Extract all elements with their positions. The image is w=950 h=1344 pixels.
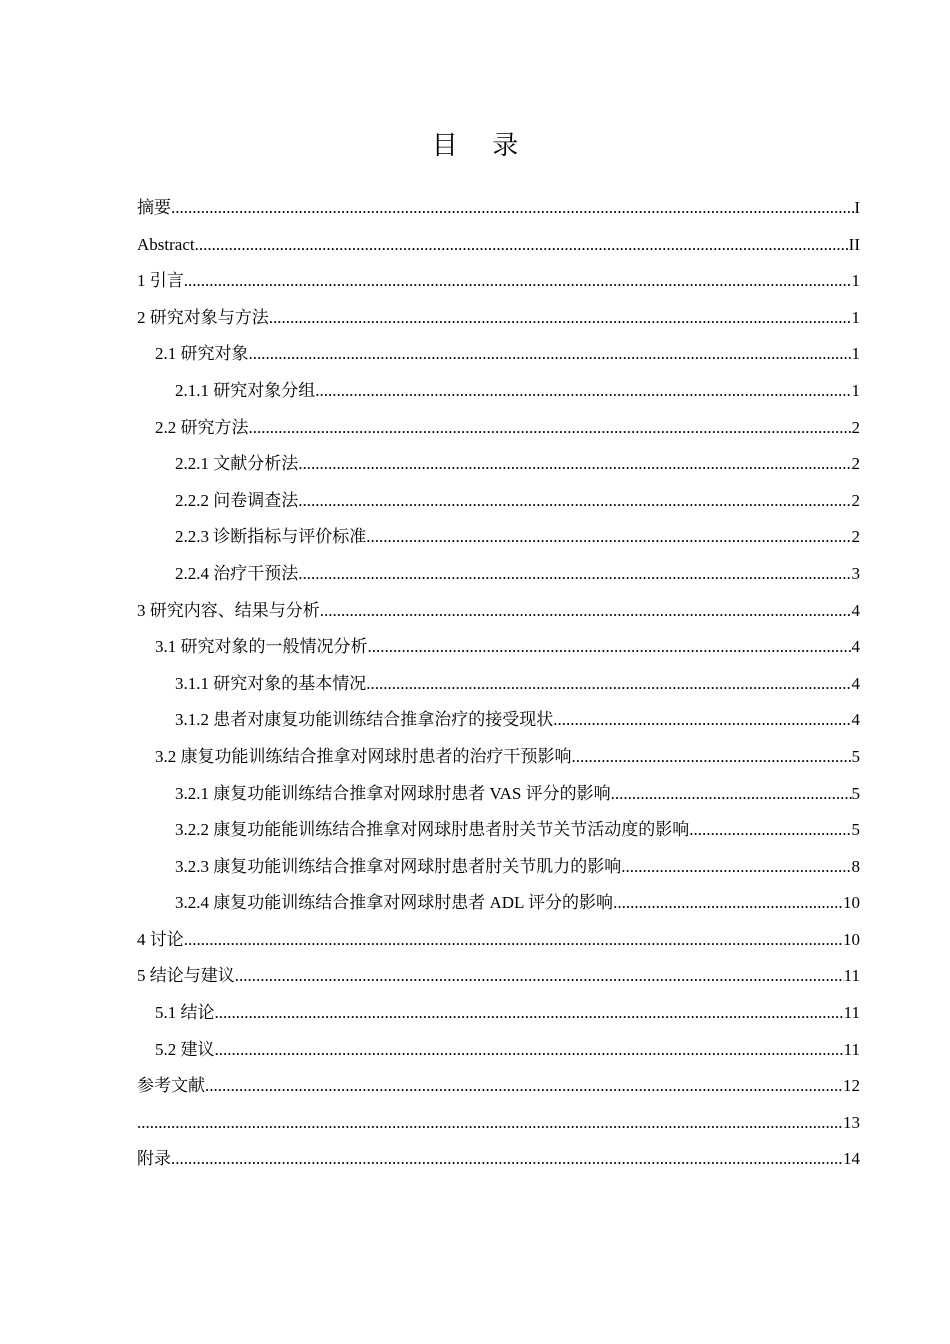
toc-entry-page: 5 <box>851 820 860 840</box>
toc-entry-title: 2.2.2 问卷调查法 <box>175 490 299 510</box>
toc-entry-page: 10 <box>843 929 860 949</box>
toc-entry[interactable] <box>137 666 860 703</box>
toc-entry-page: I <box>854 198 860 217</box>
toc-entry[interactable] <box>137 1105 860 1142</box>
toc-entry[interactable] <box>137 336 860 373</box>
toc-leader-dots <box>315 373 851 410</box>
toc-leader-dots <box>215 995 844 1032</box>
toc-leader-dots <box>184 263 852 300</box>
toc-leader-dots <box>613 885 843 922</box>
toc-entry-title: 1 引言 <box>137 271 184 291</box>
toc-entry[interactable] <box>137 1141 860 1178</box>
toc-entry-title: 附录 <box>137 1149 171 1169</box>
toc-leader-dots <box>689 812 851 849</box>
toc-leader-dots <box>611 776 852 813</box>
toc-entry[interactable] <box>137 593 860 630</box>
toc-entry-page: 1 <box>851 344 860 364</box>
toc-entry-page: 1 <box>851 271 860 291</box>
toc-entry-page: 1 <box>851 380 860 400</box>
toc-leader-dots <box>195 227 849 264</box>
toc-entry-page: 2 <box>851 454 860 474</box>
toc-entry-page: 11 <box>843 966 860 986</box>
toc-entry-title: 5 结论与建议 <box>137 966 235 986</box>
toc-entry-page: 4 <box>851 673 860 693</box>
toc-entry-title: 3.1 研究对象的一般情况分析 <box>155 637 368 657</box>
toc-entry[interactable] <box>137 776 860 813</box>
toc-leader-dots <box>366 666 851 703</box>
toc-leader-dots <box>249 336 852 373</box>
toc-entry[interactable] <box>137 812 860 849</box>
toc-leader-dots <box>215 1032 844 1069</box>
toc-entry-page: II <box>848 234 860 254</box>
toc-leader-dots <box>553 702 851 739</box>
toc-entry[interactable] <box>137 446 860 483</box>
toc-entry-title: 3.1.2 患者对康复功能训练结合推拿治疗的接受现状 <box>175 710 554 730</box>
toc-entry-page: 4 <box>851 710 860 730</box>
toc-entry-title: 参考文献 <box>137 1076 205 1096</box>
toc-entry-page: 2 <box>851 527 860 547</box>
toc-entry-page: 11 <box>843 1003 860 1023</box>
toc-entry-page: 3 <box>851 563 860 583</box>
toc-leader-dots <box>249 410 852 447</box>
toc-entry[interactable] <box>137 263 860 300</box>
toc-leader-dots <box>368 629 852 666</box>
toc-entry[interactable] <box>137 885 860 922</box>
toc-leader-dots <box>235 958 844 995</box>
toc-entry-page: 12 <box>843 1076 860 1096</box>
toc-entry-title: Abstract <box>137 234 195 254</box>
toc-entry-page: 2 <box>851 417 860 437</box>
toc-entry-title: 3.2.4 康复功能训练结合推拿对网球肘患者 ADL 评分的影响 <box>175 893 614 913</box>
toc-entry-title: 2 研究对象与方法 <box>137 307 269 327</box>
toc-entry-title: 4 讨论 <box>137 929 184 949</box>
toc-entry-page: 2 <box>851 490 860 510</box>
toc-entry-page: 4 <box>851 600 860 620</box>
toc-entry-page: 5 <box>851 783 860 803</box>
toc-entry[interactable] <box>137 849 860 886</box>
toc-entry[interactable] <box>137 300 860 337</box>
toc-entry[interactable] <box>137 1032 860 1069</box>
toc-entry-title: 5.1 结论 <box>155 1003 215 1023</box>
toc-entry[interactable] <box>137 629 860 666</box>
toc-entry-page: 14 <box>843 1149 860 1169</box>
toc-leader-dots <box>171 190 854 227</box>
toc-entry[interactable] <box>137 483 860 520</box>
toc-entry-title: 5.2 建议 <box>155 1039 215 1059</box>
toc-leader-dots <box>621 849 851 886</box>
toc-entry[interactable] <box>137 995 860 1032</box>
toc-leader-dots <box>298 556 851 593</box>
toc-entry-title: 2.2.3 诊断指标与评价标准 <box>175 527 367 547</box>
toc-entry-title: 3.2.2 康复功能能训练结合推拿对网球肘患者肘关节关节活动度的影响 <box>175 820 690 840</box>
toc-entry-title: 2.1 研究对象 <box>155 344 249 364</box>
toc-leader-dots <box>366 519 851 556</box>
toc-entry-title: 2.1.1 研究对象分组 <box>175 380 316 400</box>
toc-entry-title: 3.2 康复功能训练结合推拿对网球肘患者的治疗干预影响 <box>155 746 572 766</box>
toc-entry[interactable] <box>137 519 860 556</box>
toc-leader-dots <box>171 1141 843 1178</box>
toc-entry-title: 3 研究内容、结果与分析 <box>137 600 320 620</box>
toc-entry[interactable] <box>137 227 860 264</box>
toc-entry-page: 5 <box>851 746 860 766</box>
toc-leader-dots <box>205 1068 843 1105</box>
toc-entry-page: 4 <box>851 637 860 657</box>
page-title: 目 录 <box>431 131 533 160</box>
toc-entry[interactable] <box>137 190 860 227</box>
toc-entry-title: 2.2.1 文献分析法 <box>175 454 299 474</box>
toc-entry-title: 2.2.4 治疗干预法 <box>175 563 299 583</box>
toc-leader-dots <box>298 446 851 483</box>
table-of-contents <box>137 190 860 1178</box>
toc-entry-page: 8 <box>851 856 860 876</box>
toc-entry[interactable] <box>137 702 860 739</box>
toc-entry[interactable] <box>137 373 860 410</box>
toc-entry-page: 10 <box>843 893 860 913</box>
toc-entry-page: 13 <box>843 1112 860 1132</box>
toc-leader-dots <box>269 300 852 337</box>
toc-leader-dots <box>320 593 852 630</box>
toc-entry-page: 1 <box>851 307 860 327</box>
toc-entry[interactable] <box>137 922 860 959</box>
toc-entry-title: 3.2.3 康复功能训练结合推拿对网球肘患者肘关节肌力的影响 <box>175 856 622 876</box>
toc-entry-title: 3.2.1 康复功能训练结合推拿对网球肘患者 VAS 评分的影响 <box>175 783 611 803</box>
toc-leader-dots <box>184 922 843 959</box>
toc-leader-dots <box>572 739 852 776</box>
toc-entry[interactable] <box>137 1068 860 1105</box>
toc-leader-dots <box>137 1105 843 1142</box>
toc-entry-title: 2.2 研究方法 <box>155 417 249 437</box>
toc-entry[interactable] <box>137 410 860 447</box>
toc-entry[interactable] <box>137 958 860 995</box>
toc-leader-dots <box>298 483 851 520</box>
toc-entry-page: 11 <box>843 1039 860 1059</box>
toc-entry[interactable] <box>137 556 860 593</box>
toc-entry-title: 3.1.1 研究对象的基本情况 <box>175 673 367 693</box>
toc-entry[interactable] <box>137 739 860 776</box>
toc-entry-title: 摘要 <box>137 198 171 217</box>
